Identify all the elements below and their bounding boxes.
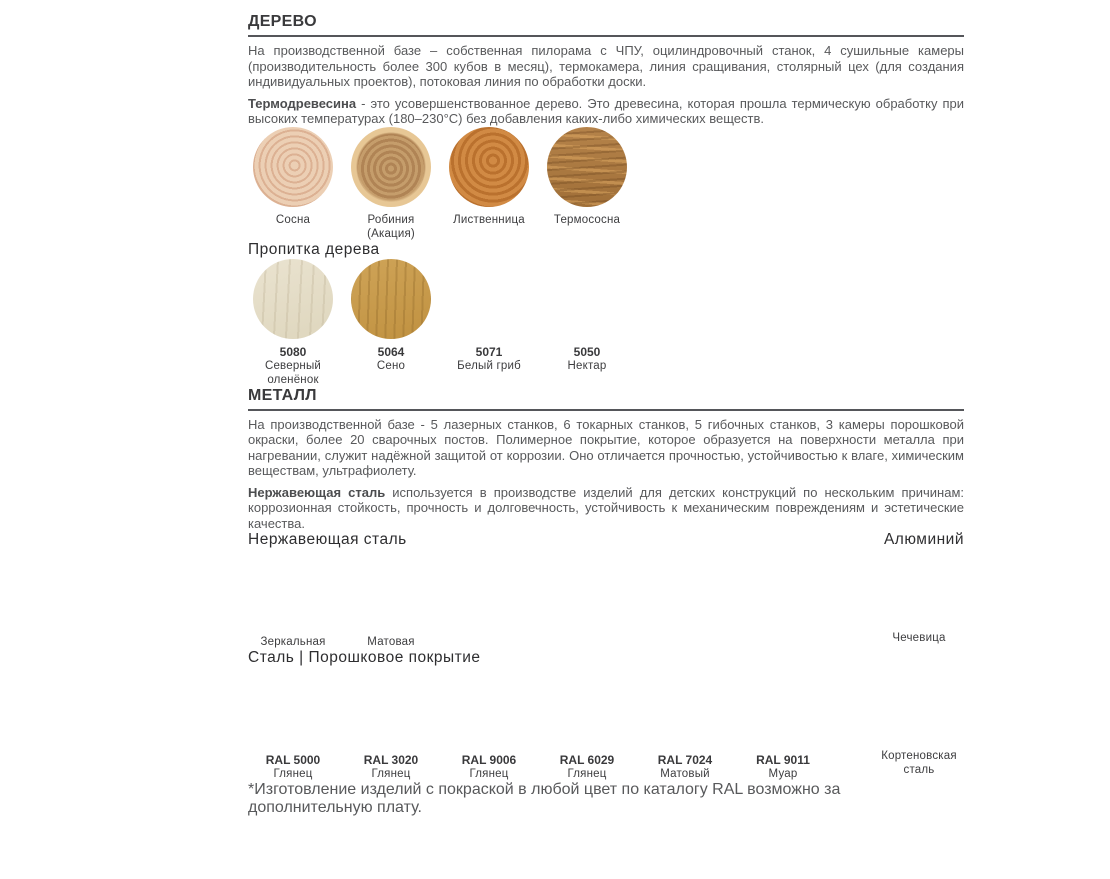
tint-5050-swatch-image xyxy=(547,259,627,339)
powder-swatch-ral6029 xyxy=(542,667,632,781)
stainless-aluminum-row xyxy=(248,549,964,649)
ral3020-code: RAL 3020 xyxy=(363,753,419,767)
robinia-wood-swatch-image xyxy=(351,127,431,207)
powder-swatch-ral9006 xyxy=(444,667,534,781)
ral9011-finish: Муар xyxy=(768,768,798,780)
stainless-swatch-matte xyxy=(346,549,436,649)
matte-steel-label: Матовая xyxy=(367,636,415,648)
corten-steel-swatch xyxy=(874,667,964,777)
impregnation-swatch-5050 xyxy=(542,259,632,373)
corten-steel-swatch-image xyxy=(881,667,957,743)
ral9006-code: RAL 9006 xyxy=(461,753,517,767)
impregnation-swatch-5064 xyxy=(346,259,436,373)
impregnation-row xyxy=(248,259,964,387)
wood-section-divider xyxy=(248,35,964,37)
wood-section-title: ДЕРЕВО xyxy=(248,13,317,30)
ral9011-swatch-image xyxy=(743,667,823,747)
ral6029-swatch-image xyxy=(547,667,627,747)
thermopine-wood-swatch-image xyxy=(547,127,627,207)
wood-swatch-pine xyxy=(248,127,338,227)
wood-swatch-robinia xyxy=(346,127,436,241)
stainless-title: Нержавеющая сталь xyxy=(248,531,407,548)
tint-5080-name: Северный оленёнок xyxy=(264,359,322,386)
robinia-label: Робиния (Акация) xyxy=(367,213,415,240)
ral5000-finish: Глянец xyxy=(273,768,313,780)
wood-swatch-larch xyxy=(444,127,534,227)
powder-swatch-ral7024 xyxy=(640,667,730,781)
impregnation-swatch-5080 xyxy=(248,259,338,387)
footer-note: *Изготовление изделий с покраской в любой цвет по каталогу RAL возможно за дополнительную плату. xyxy=(248,781,841,816)
wood-paragraph-2-lead: Термодревесина xyxy=(248,95,357,111)
larch-label: Лиственница xyxy=(453,213,525,226)
wood-species-row xyxy=(248,127,964,241)
ral3020-swatch-image xyxy=(351,667,431,747)
tint-5080-code: 5080 xyxy=(279,344,307,359)
metal-paragraph-2-rest: используется в производстве изделий для детских конструкций по нескольким причинам: коррозионная стойкость, прочность и долговечность, устойчивость к механическим повреждениям и эстетические качества. xyxy=(248,484,965,531)
corten-steel-label: Кортеновская сталь xyxy=(881,750,957,776)
ral5000-code: RAL 5000 xyxy=(265,753,321,767)
tint-5080-swatch-image xyxy=(253,259,333,339)
impregnation-swatch-5071 xyxy=(444,259,534,373)
powder-coating-row xyxy=(248,667,964,781)
ral6029-code: RAL 6029 xyxy=(559,753,615,767)
impregnation-title: Пропитка дерева xyxy=(248,240,380,258)
metal-paragraph-2 xyxy=(248,485,964,532)
pine-wood-swatch-image xyxy=(253,127,333,207)
ral7024-swatch-image xyxy=(645,667,725,747)
wood-paragraph-1: На производственной базе – собственная пилорама с ЧПУ, оцилиндровочный станок, 4 сушильные камеры (производительность более 300 кубов в месяц), термокамера, линия сращивания, столярный цех (для создания индивидуальных проектов), потоковая линия по обработки доски. xyxy=(248,43,964,89)
tint-5064-swatch-image xyxy=(351,259,431,339)
pine-label: Сосна xyxy=(275,213,311,226)
page-content xyxy=(248,13,964,817)
matte-steel-swatch-image xyxy=(351,549,431,629)
tint-5050-code: 5050 xyxy=(573,344,601,359)
ral9011-code: RAL 9011 xyxy=(756,753,810,767)
powder-swatch-ral5000 xyxy=(248,667,338,781)
metal-paragraph-1: На производственной базе - 5 лазерных станков, 6 токарных станков, 5 гибочных станков, 3 камеры порошковой окраски, более 20 сварочных постов. Полимерное покрытие, которое образуется на поверхности металла при нагревании, служит надёжной защитой от коррозии. Оно отличается прочностью, устойчивостью к влаге, химическим веществам, ультрафиолету. xyxy=(248,416,964,478)
tint-5071-code: 5071 xyxy=(475,344,503,359)
powder-swatch-ral3020 xyxy=(346,667,436,781)
powder-swatch-ral9011 xyxy=(738,667,828,781)
aluminum-swatch-checker xyxy=(874,549,964,645)
checker-plate-swatch-image xyxy=(881,549,957,625)
aluminum-title: Алюминий xyxy=(883,531,964,548)
mirror-steel-swatch-image xyxy=(253,549,333,629)
ral7024-code: RAL 7024 xyxy=(657,753,713,767)
tint-5071-name: Белый гриб xyxy=(457,359,521,372)
wood-paragraph-2 xyxy=(248,96,964,127)
metal-section-title: МЕТАЛЛ xyxy=(248,386,317,404)
tint-5071-swatch-image xyxy=(449,259,529,339)
metal-subheadings xyxy=(248,531,964,549)
ral9006-finish: Глянец xyxy=(469,768,509,780)
thermopine-label: Термососна xyxy=(553,213,621,226)
metal-paragraph-2-lead: Нержавеющая сталь xyxy=(248,484,386,500)
ral6029-finish: Глянец xyxy=(567,768,607,780)
wood-swatch-thermopine xyxy=(542,127,632,227)
tint-5064-name: Сено xyxy=(376,359,406,372)
powder-coating-title: Сталь | Порошковое покрытие xyxy=(248,649,481,666)
ral3020-finish: Глянец xyxy=(371,768,411,780)
larch-wood-swatch-image xyxy=(449,127,529,207)
ral5000-swatch-image xyxy=(253,667,333,747)
ral9006-swatch-image xyxy=(449,667,529,747)
stainless-swatch-mirror xyxy=(248,549,338,649)
tint-5050-name: Нектар xyxy=(567,359,607,372)
metal-section-divider xyxy=(248,409,964,411)
checker-plate-label: Чечевица xyxy=(892,632,946,644)
mirror-steel-label: Зеркальная xyxy=(260,636,326,648)
tint-5064-code: 5064 xyxy=(377,344,405,359)
wood-paragraph-2-rest: - это усовершенствованное дерево. Это древесина, которая прошла термическую обработку при высоких температурах (180–230°С) без добавления каких-либо химических веществ. xyxy=(248,95,964,126)
ral7024-finish: Матовый xyxy=(660,768,710,780)
